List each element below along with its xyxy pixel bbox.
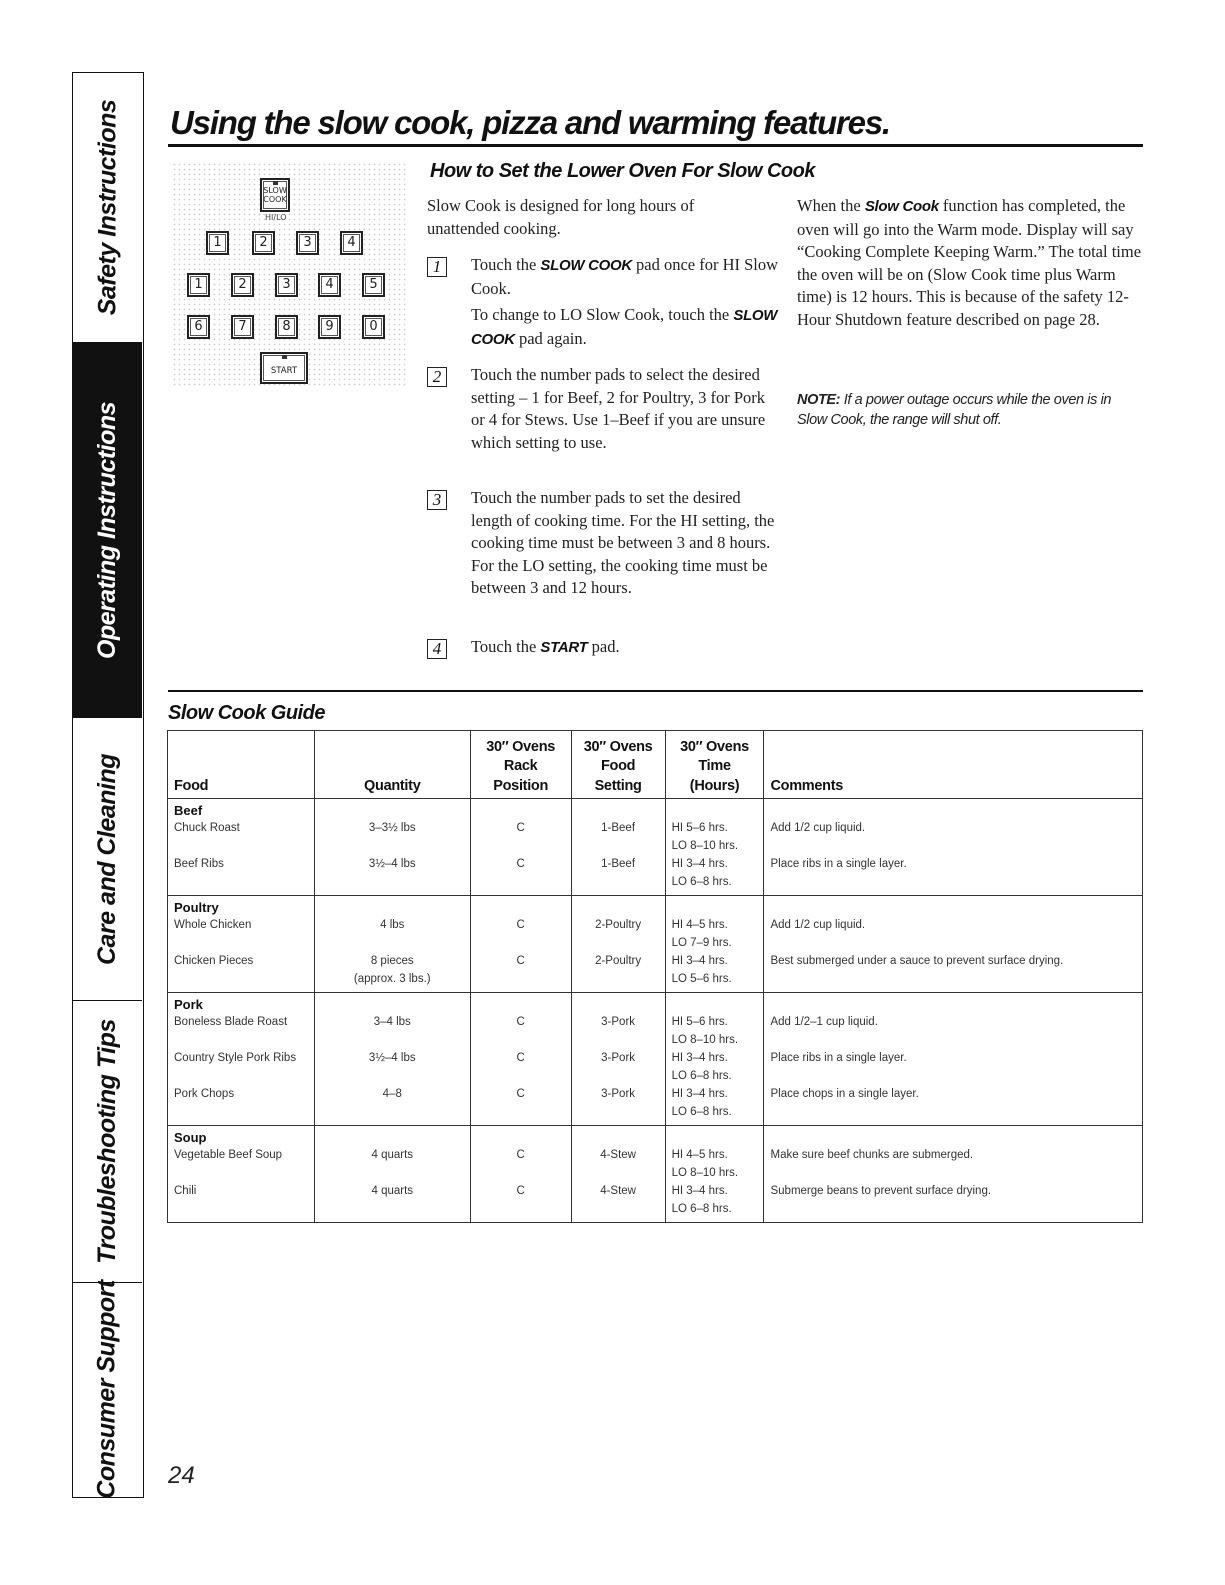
food-group-heading: Beef [174,803,203,818]
table-cell [168,896,315,993]
spacer [672,1126,758,1146]
cell-setting: 2-Poultry [595,955,642,967]
cell-rack: C [516,1149,525,1161]
cell-setting: 3-Pork [601,1016,636,1028]
cell-rack: C [516,1088,525,1100]
table-cell [314,993,470,1126]
spacer [770,896,1136,916]
spacer [321,799,464,819]
hilo-label: HI/LO [265,213,287,222]
table-cell [764,993,1143,1126]
slow-cook-key: SLOW COOK [260,178,290,212]
cell-time: HI 3–4 hrs. LO 6–8 hrs. [671,1185,732,1215]
key-3: 3 [296,231,319,255]
cell-rack: C [516,1052,525,1064]
cell-setting: 1-Beef [601,858,636,870]
spacer [770,1126,1136,1146]
guide-rule [168,690,1143,692]
cell-comment: Place chops in a single layer. [770,1088,919,1100]
table-cell [168,993,315,1126]
cell-rack: C [516,1016,525,1028]
table-cell [764,896,1143,993]
cell-setting: 2-Poultry [595,919,642,931]
step-number: 2 [427,367,447,387]
cell-comment: Place ribs in a single layer. [770,858,907,870]
table-row [168,799,1143,896]
cell-food: Boneless Blade Roast [174,1016,288,1028]
step-text: Touch the number pads to select the desired setting – 1 for Beef, 2 for Poultry, 3 for Pork or 4 for Stews. Use 1–Beef if you are unsure which setting to use. [471,365,766,452]
indicator-light-icon [282,355,287,359]
cell-food: Beef Ribs [174,858,224,870]
key-7: 7 [231,315,254,339]
cell-quantity: 4 quarts [371,1185,414,1197]
key-2: 2 [231,273,254,297]
cell-comment: Add 1/2–1 cup liquid. [770,1016,878,1028]
step-text: Touch the number pads to set the desired length of cooking time. For the HI setting, the cooking time must be between 3 and 8 hours. For the LO setting, the cooking time must be between 3 and 12 hours. [471,488,775,597]
table-cell [764,1126,1143,1223]
spacer [578,993,659,1013]
cell-setting: 3-Pork [601,1052,636,1064]
spacer [321,1126,464,1146]
spacer [477,799,565,819]
table-cell [470,1126,571,1223]
key-8: 8 [275,315,298,339]
cell-rack: C [516,1185,525,1197]
spacer [672,993,758,1013]
cell-comment: Submerge beans to prevent surface drying. [770,1185,992,1197]
spacer [672,799,758,819]
table-cell [571,993,665,1126]
key-1: 1 [187,273,210,297]
table-cell [168,1126,315,1223]
intro-text: Slow Cook is designed for long hours of unattended cooking. [427,196,695,238]
table-cell [665,799,764,896]
slow-cook-guide-table [167,730,1143,1223]
table-cell [571,896,665,993]
step-text: Touch the SLOW COOK pad once for HI Slow Cook. [471,255,779,298]
cell-quantity: 3½–4 lbs [368,858,416,870]
step-number: 4 [427,639,447,659]
table-cell [470,799,571,896]
table-cell [665,1126,764,1223]
spacer [672,896,758,916]
guide-heading: Slow Cook Guide [168,702,325,724]
key-4: 4 [318,273,341,297]
step-text: Touch the START pad. [471,637,620,656]
cell-time: HI 5–6 hrs. LO 8–10 hrs. [671,822,739,852]
cell-quantity: 4–8 [382,1088,402,1100]
start-key: START [260,352,308,384]
cell-food: Country Style Pork Ribs [174,1052,297,1064]
spacer [578,896,659,916]
table-cell [314,896,470,993]
tab-troubleshooting-tips[interactable]: Troubleshooting Tips [73,1001,142,1283]
step-text: To change to LO Slow Cook, touch the SLOW COOK pad again. [471,305,778,348]
spacer [770,799,1136,819]
spacer [770,993,1136,1013]
cell-comment: Add 1/2 cup liquid. [770,919,866,931]
table-cell [314,799,470,896]
key-3: 3 [275,273,298,297]
spacer [321,993,464,1013]
key-6: 6 [187,315,210,339]
cell-comment: Add 1/2 cup liquid. [770,822,866,834]
cell-quantity: 4 lbs [380,919,405,931]
cell-time: HI 4–5 hrs. LO 7–9 hrs. [671,919,732,949]
cell-food: Chicken Pieces [174,955,254,967]
note-text: NOTE: If a power outage occurs while the oven is in Slow Cook, the range will shut off. [797,392,1112,428]
cell-comment: Make sure beef chunks are submerged. [770,1149,974,1161]
key-0: 0 [362,315,385,339]
spacer [477,1126,565,1146]
spacer [321,896,464,916]
table-cell [470,993,571,1126]
key-9: 9 [318,315,341,339]
table-row [168,993,1143,1126]
cell-rack: C [516,858,525,870]
cell-setting: 1-Beef [601,822,636,834]
column-header: Food [168,731,315,799]
cell-quantity: 8 pieces (approx. 3 lbs.) [353,955,431,985]
cell-quantity: 3–3½ lbs [368,822,416,834]
table-header-row [168,731,1143,799]
side-tabs [72,72,144,1498]
table-cell [470,896,571,993]
spacer [477,993,565,1013]
table-cell [168,799,315,896]
keypad-illustration [172,162,407,387]
table-cell [314,1126,470,1223]
tab-consumer-support[interactable]: Consumer Support [93,1280,121,1499]
cell-time: HI 3–4 hrs. LO 6–8 hrs. [671,1052,732,1082]
cell-quantity: 4 quarts [371,1149,414,1161]
table-cell [665,993,764,1126]
step-number: 3 [427,490,447,510]
column-header: Quantity [314,731,470,799]
table-cell [571,1126,665,1223]
column-header: 30″ Ovens Rack Position [470,731,571,799]
table-row [168,896,1143,993]
cell-setting: 4-Stew [600,1149,636,1161]
cell-rack: C [516,919,525,931]
step-number: 1 [427,257,447,277]
food-group-heading: Pork [174,997,203,1012]
cell-quantity: 3–4 lbs [373,1016,411,1028]
table-cell [571,799,665,896]
cell-food: Whole Chicken [174,919,252,931]
column-header: 30″ Ovens Time (Hours) [665,731,764,799]
cell-food: Vegetable Beef Soup [174,1149,283,1161]
tab-operating-instructions[interactable]: Operating Instructions [73,343,142,718]
title-rule [168,144,1143,147]
cell-comment: Place ribs in a single layer. [770,1052,907,1064]
indicator-light-icon [273,181,278,185]
cell-food: Chuck Roast [174,822,240,834]
tab-safety-instructions[interactable]: Safety Instructions [73,73,142,343]
spacer [477,896,565,916]
section-heading: How to Set the Lower Oven For Slow Cook [430,160,815,182]
key-2: 2 [252,231,275,255]
cell-rack: C [516,955,525,967]
cell-food: Pork Chops [174,1088,235,1100]
key-4: 4 [340,231,363,255]
completion-text: When the Slow Cook function has completed, the oven will go into the Warm mode. Display will say “Cooking Complete Keeping Warm.” The total time the oven will be on (Slow Cook time plus Warm time) is 12 hours. This is because of the safety 12-Hour Shutdown feature described on page 28. [797,196,1142,329]
table-row [168,1126,1143,1223]
cell-setting: 3-Pork [601,1088,636,1100]
cell-rack: C [516,822,525,834]
table-cell [665,896,764,993]
cell-time: HI 3–4 hrs. LO 6–8 hrs. [671,1088,732,1118]
cell-food: Chili [174,1185,197,1197]
cell-time: HI 3–4 hrs. LO 6–8 hrs. [671,858,732,888]
key-5: 5 [362,273,385,297]
cell-setting: 4-Stew [600,1185,636,1197]
column-header: 30″ Ovens Food Setting [571,731,665,799]
page-title: Using the slow cook, pizza and warming features. [170,104,890,141]
spacer [578,799,659,819]
tab-care-and-cleaning[interactable]: Care and Cleaning [73,718,142,1001]
cell-time: HI 5–6 hrs. LO 8–10 hrs. [671,1016,739,1046]
cell-quantity: 3½–4 lbs [368,1052,416,1064]
column-header: Comments [764,731,1143,799]
food-group-heading: Poultry [174,900,219,915]
food-group-heading: Soup [174,1130,207,1145]
spacer [578,1126,659,1146]
cell-time: HI 4–5 hrs. LO 8–10 hrs. [671,1149,739,1179]
table-cell [764,799,1143,896]
cell-comment: Best submerged under a sauce to prevent surface drying. [770,955,1064,967]
page-number: 24 [168,1462,195,1489]
key-1: 1 [206,231,229,255]
cell-time: HI 3–4 hrs. LO 5–6 hrs. [671,955,732,985]
